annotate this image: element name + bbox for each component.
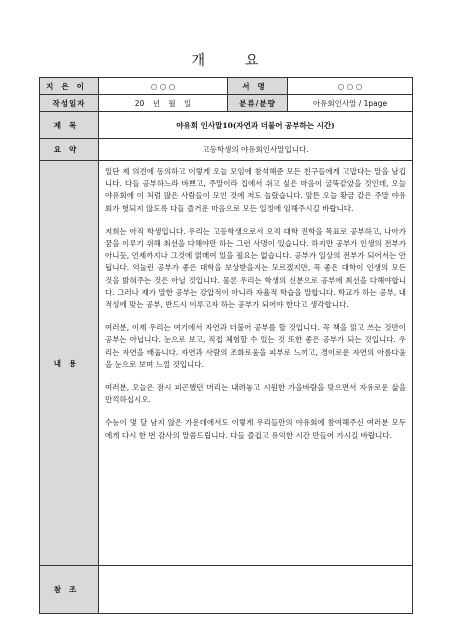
content-paragraph: 일단 제 의견에 동의하고 이렇게 오늘 모임에 참석해준 모든 친구들에게 고맙다는 말을 남깁니다. 다들 공부하느라 바쁘고, 주말이라 집에서 쉬고 싶은 마음이 굴뚝같았을 것인데, 오늘 야유회에 이 처럼 많은 사람들이 모인 것에 저도 놀랐습니다. 앞튼 오늘 황금 같은 주말 야유회가 헛되지 않도록 다들 즐거운 마음으로 모든 일정에 임해주시길 바랍니다. [105,167,406,213]
author-row [40,78,413,95]
content-paragraph: 여러분, 오늘은 잠시 피곤했던 머리는 내려놓고 시원한 가을바람을 맞으면서 자유로운 삶을 만끽하십시오. [105,383,406,405]
reference-row [40,566,413,614]
signature-value: ○ ○ ○ [288,78,413,95]
date-label: 작성일자 [40,95,99,112]
content-label: 내용 [40,161,99,566]
content-body [99,161,413,566]
reference-value [99,566,413,614]
content-paragraph: 저희는 아직 학생입니다. 우리는 고등학생으로서 오직 대학 진학을 목표로 공부하고, 나아가 꿈을 이루기 위해 최선을 다해야만 하는 그런 사명이 있습니다. 하지만 공부가 인생의 전부가 아니듯, 언제까지나 그것에 얽매여 있을 필요는 없습니다. 공부가 일상의 전부가 되어서는 안 됩니다. 억눌린 공부가 좋은 대학을 보상받을지는 모르겠지만, 꼭 좋은 대학이 인생의 모든 것을 밝혀주는 것은 아닐 것입니다. 물론 우리는 학생의 신분으로 공부에 최선을 다해야합니다. 그러나 제가 말한 공부는 강압적이 아니라 자율적 학습을 말합니다. 학교가 하는 공부, 내 적성에 맞는 공부, 반드시 이루고자 하는 공부가 되어야 한다고 생각합니다. [105,226,406,310]
summary-form-table [39,77,413,614]
content-paragraph: 수능이 몇 달 남지 않은 가운데에서도 이렇게 우리들만의 야유회에 참여해주신 여러분 모두에게 다시 한 번 감사의 말씀드립니다. 다들 즐겁고 유익한 시간 만들어 가시길 바랍니다. [105,418,406,440]
signature-label: 서명 [228,78,288,95]
author-value: ○ ○ ○ [99,78,228,95]
reference-label: 참조 [40,566,99,614]
date-row [40,95,413,112]
subject-row [40,112,413,139]
subject-value: 야유회 인사말10(자연과 더불어 공부하는 시간) [99,112,413,139]
category-label: 분류/분량 [228,95,288,112]
summary-value: 고등학생의 야유회인사말입니다. [99,139,413,161]
content-row [40,161,413,566]
summary-row [40,139,413,161]
category-value: 아유회인사말 / 1page [288,95,413,112]
author-label: 지은이 [40,78,99,95]
page-title: 개요 [191,53,299,69]
date-value: 20 년 월 일 [99,95,228,112]
summary-label: 요약 [40,139,99,161]
content-paragraph: 여러분, 이제 우리는 여기에서 자연과 더불어 공부를 할 것입니다. 꼭 책을 읽고 쓰는 것만이 공부는 아닙니다. 눈으로 보고, 직접 체험할 수 있는 것 또한 좋은 공부가 되는 것입니다. 우리는 자연을 배웁니다. 자연과 사람의 조화로움을 피부로 느끼고, 경이로운 자연의 아름다움을 눈으로 보며 느낄 것입니다. [105,323,406,369]
subject-label: 제목 [40,112,99,139]
